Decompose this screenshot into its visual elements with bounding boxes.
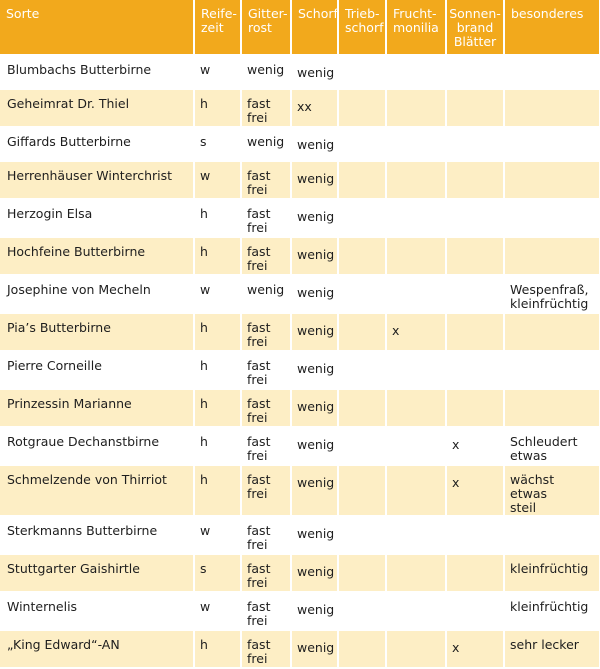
header-sonnenbrand: Sonnen- brand Blätter [446, 0, 504, 55]
cell-sonnenbrand [446, 351, 504, 389]
cell-fruchtmonilia: x [386, 313, 446, 351]
cell-triebschorf [338, 89, 386, 127]
cell-sorte: Sterkmanns Butterbirne [0, 516, 194, 554]
cell-fruchtmonilia [386, 516, 446, 554]
cell-sonnenbrand [446, 127, 504, 161]
table-row [0, 351, 600, 389]
cell-triebschorf [338, 630, 386, 668]
cell-triebschorf [338, 55, 386, 89]
cell-besonderes: Schleudert etwas [504, 427, 600, 465]
cell-reifezeit: w [194, 161, 241, 199]
cell-fruchtmonilia [386, 89, 446, 127]
cell-fruchtmonilia [386, 351, 446, 389]
cell-gitterrost: wenig [241, 55, 291, 89]
cell-sorte: Herzogin Elsa [0, 199, 194, 237]
cell-fruchtmonilia [386, 55, 446, 89]
cell-reifezeit: h [194, 465, 241, 516]
cell-sorte: Stuttgarter Gaishirtle [0, 554, 194, 592]
table-row [0, 554, 600, 592]
cell-sorte: Josephine von Mecheln [0, 275, 194, 313]
cell-triebschorf [338, 313, 386, 351]
cell-schorf: xx [291, 89, 338, 127]
cell-schorf: wenig [291, 516, 338, 554]
table-row [0, 89, 600, 127]
cell-reifezeit: w [194, 516, 241, 554]
cell-gitterrost: fast frei [241, 313, 291, 351]
header-triebschorf: Trieb- schorf [338, 0, 386, 55]
cell-fruchtmonilia [386, 127, 446, 161]
cell-sonnenbrand [446, 592, 504, 630]
cell-gitterrost: fast frei [241, 630, 291, 668]
cell-sorte: Pierre Corneille [0, 351, 194, 389]
cell-sorte: Schmelzende von Thirriot [0, 465, 194, 516]
cell-sonnenbrand [446, 161, 504, 199]
cell-sonnenbrand [446, 55, 504, 89]
cell-reifezeit: h [194, 427, 241, 465]
table-row [0, 630, 600, 668]
table-row [0, 592, 600, 630]
table-row [0, 55, 600, 89]
cell-besonderes [504, 351, 600, 389]
cell-gitterrost: fast frei [241, 516, 291, 554]
cell-triebschorf [338, 351, 386, 389]
cell-gitterrost: fast frei [241, 351, 291, 389]
cell-fruchtmonilia [386, 237, 446, 275]
cell-triebschorf [338, 592, 386, 630]
header-schorf: Schorf [291, 0, 338, 55]
cell-gitterrost: fast frei [241, 389, 291, 427]
cell-besonderes: Wespenfraß, kleinfrüchtig [504, 275, 600, 313]
table-row [0, 313, 600, 351]
cell-reifezeit: h [194, 313, 241, 351]
cell-fruchtmonilia [386, 592, 446, 630]
cell-schorf: wenig [291, 161, 338, 199]
cell-reifezeit: w [194, 592, 241, 630]
cell-sonnenbrand [446, 313, 504, 351]
cell-besonderes: kleinfrüchtig [504, 592, 600, 630]
cell-sonnenbrand: x [446, 630, 504, 668]
header-reifezeit: Reife- zeit [194, 0, 241, 55]
cell-reifezeit: h [194, 199, 241, 237]
cell-triebschorf [338, 516, 386, 554]
cell-sonnenbrand: x [446, 427, 504, 465]
cell-sonnenbrand [446, 199, 504, 237]
cell-fruchtmonilia [386, 554, 446, 592]
cell-triebschorf [338, 465, 386, 516]
cell-gitterrost: wenig [241, 275, 291, 313]
table-row [0, 127, 600, 161]
cell-sonnenbrand [446, 389, 504, 427]
table-row [0, 389, 600, 427]
cell-triebschorf [338, 554, 386, 592]
cell-schorf: wenig [291, 313, 338, 351]
table-row [0, 275, 600, 313]
cell-reifezeit: w [194, 55, 241, 89]
cell-besonderes: sehr lecker [504, 630, 600, 668]
cell-sorte: Giffards Butterbirne [0, 127, 194, 161]
cell-sonnenbrand [446, 89, 504, 127]
cell-reifezeit: s [194, 554, 241, 592]
cell-schorf: wenig [291, 275, 338, 313]
table-row [0, 199, 600, 237]
cell-gitterrost: fast frei [241, 161, 291, 199]
cell-sorte: Prinzessin Marianne [0, 389, 194, 427]
cell-besonderes [504, 389, 600, 427]
cell-sonnenbrand [446, 554, 504, 592]
cell-besonderes: kleinfrüchtig [504, 554, 600, 592]
cell-sorte: „King Edward“-AN [0, 630, 194, 668]
cell-besonderes [504, 313, 600, 351]
cell-schorf: wenig [291, 592, 338, 630]
cell-fruchtmonilia [386, 630, 446, 668]
cell-fruchtmonilia [386, 465, 446, 516]
cell-gitterrost: fast frei [241, 199, 291, 237]
cell-fruchtmonilia [386, 199, 446, 237]
header-sorte: Sorte [0, 0, 194, 55]
cell-besonderes [504, 127, 600, 161]
cell-schorf: wenig [291, 465, 338, 516]
cell-fruchtmonilia [386, 161, 446, 199]
cell-reifezeit: h [194, 351, 241, 389]
cell-triebschorf [338, 389, 386, 427]
cell-besonderes [504, 89, 600, 127]
cell-gitterrost: fast frei [241, 554, 291, 592]
header-besonderes: besonderes [504, 0, 600, 55]
cell-sonnenbrand [446, 237, 504, 275]
table-body [0, 55, 600, 668]
cell-besonderes [504, 161, 600, 199]
cell-schorf: wenig [291, 55, 338, 89]
cell-sorte: Blumbachs Butterbirne [0, 55, 194, 89]
cell-triebschorf [338, 427, 386, 465]
cell-sonnenbrand: x [446, 465, 504, 516]
cell-triebschorf [338, 237, 386, 275]
cell-besonderes [504, 237, 600, 275]
cell-besonderes [504, 199, 600, 237]
cell-fruchtmonilia [386, 389, 446, 427]
cell-fruchtmonilia [386, 275, 446, 313]
cell-reifezeit: h [194, 89, 241, 127]
cell-reifezeit: w [194, 275, 241, 313]
cell-sorte: Geheimrat Dr. Thiel [0, 89, 194, 127]
cell-schorf: wenig [291, 554, 338, 592]
cell-besonderes [504, 55, 600, 89]
cell-gitterrost: fast frei [241, 427, 291, 465]
header-gitterrost: Gitter- rost [241, 0, 291, 55]
cell-schorf: wenig [291, 427, 338, 465]
cell-sonnenbrand [446, 516, 504, 554]
cell-triebschorf [338, 161, 386, 199]
cell-reifezeit: h [194, 237, 241, 275]
cell-schorf: wenig [291, 630, 338, 668]
cell-sorte: Herrenhäuser Winterchrist [0, 161, 194, 199]
header-fruchtmonilia: Frucht- monilia [386, 0, 446, 55]
cell-gitterrost: fast frei [241, 89, 291, 127]
cell-reifezeit: h [194, 389, 241, 427]
table-row [0, 427, 600, 465]
cell-gitterrost: fast frei [241, 237, 291, 275]
table-row [0, 161, 600, 199]
cell-sonnenbrand [446, 275, 504, 313]
cell-besonderes [504, 516, 600, 554]
cell-schorf: wenig [291, 199, 338, 237]
cell-triebschorf [338, 199, 386, 237]
cell-gitterrost: fast frei [241, 465, 291, 516]
cell-gitterrost: fast frei [241, 592, 291, 630]
cell-reifezeit: h [194, 630, 241, 668]
cell-triebschorf [338, 127, 386, 161]
cell-schorf: wenig [291, 389, 338, 427]
cell-besonderes: wächst etwas steil [504, 465, 600, 516]
cell-fruchtmonilia [386, 427, 446, 465]
cell-sorte: Pia’s Butterbirne [0, 313, 194, 351]
cell-schorf: wenig [291, 237, 338, 275]
cell-sorte: Winternelis [0, 592, 194, 630]
cell-sorte: Rotgraue Dechanstbirne [0, 427, 194, 465]
table-header-row [0, 0, 600, 55]
table-row [0, 237, 600, 275]
table-row [0, 465, 600, 516]
table-row [0, 516, 600, 554]
cell-gitterrost: wenig [241, 127, 291, 161]
cell-triebschorf [338, 275, 386, 313]
cell-schorf: wenig [291, 351, 338, 389]
cell-reifezeit: s [194, 127, 241, 161]
cell-schorf: wenig [291, 127, 338, 161]
cell-sorte: Hochfeine Butterbirne [0, 237, 194, 275]
